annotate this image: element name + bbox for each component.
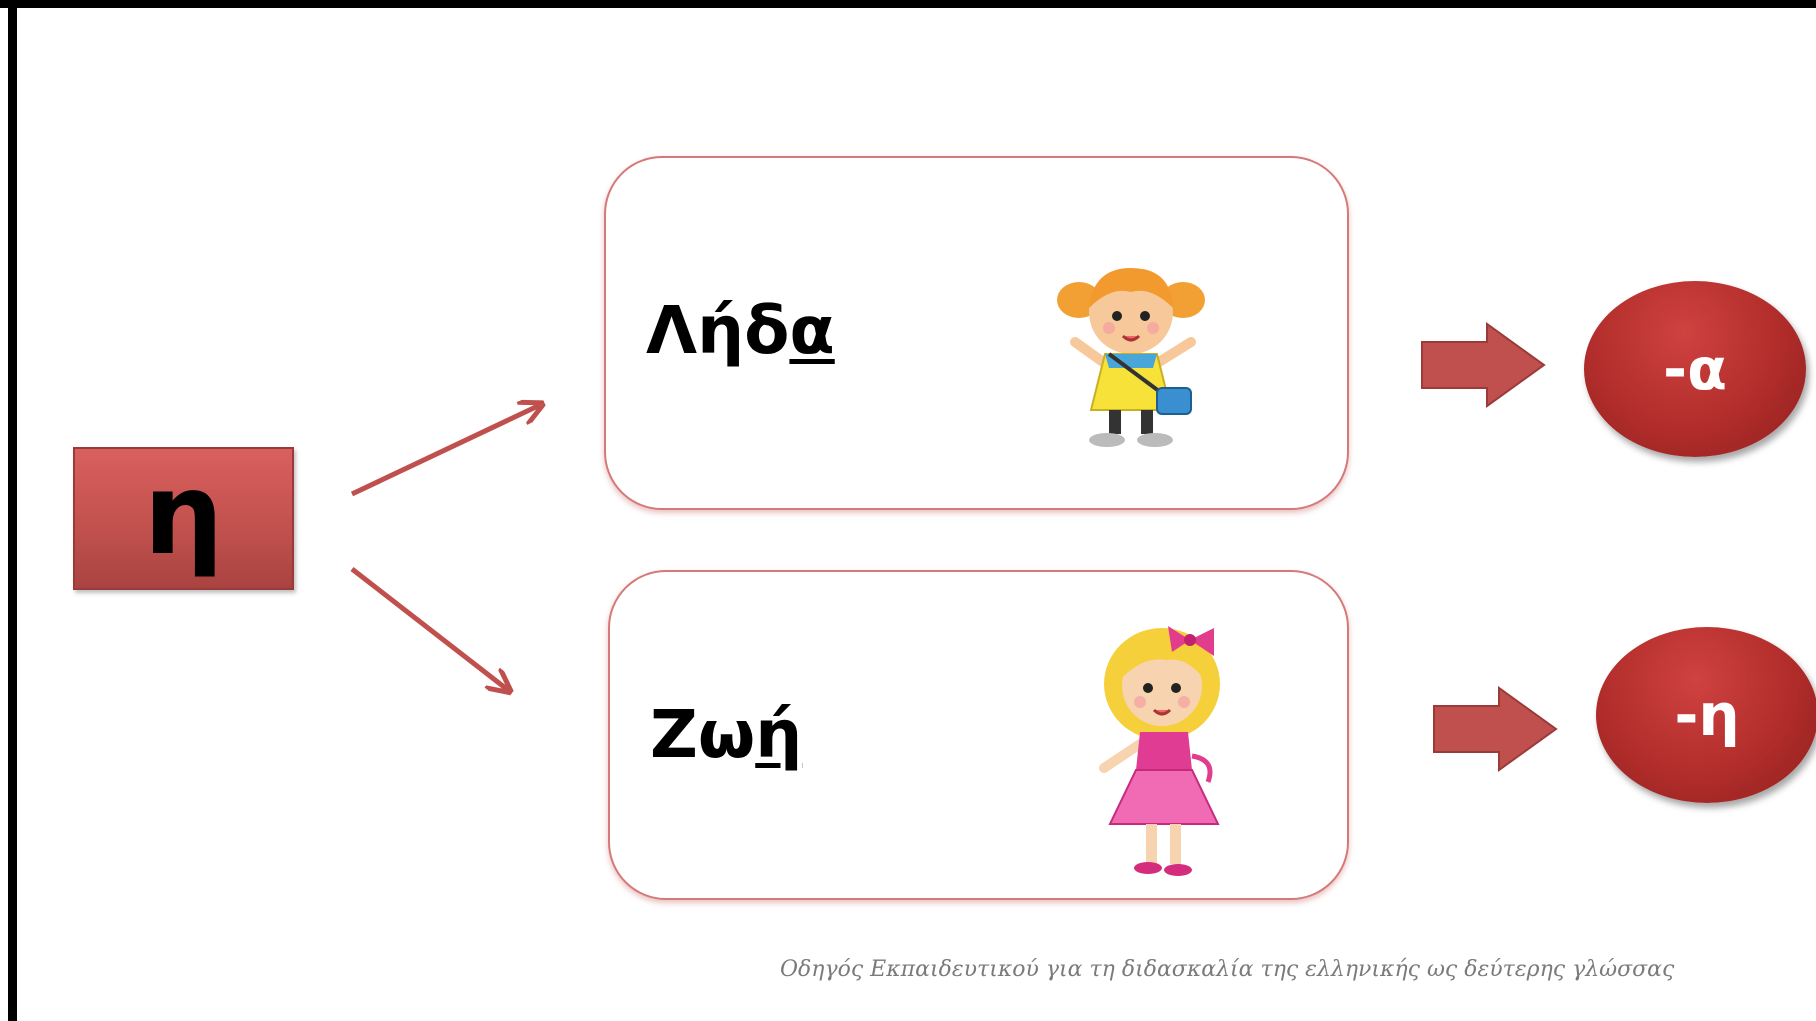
example-card-leda bbox=[604, 156, 1349, 510]
word-ending-underlined: α bbox=[789, 292, 835, 369]
example-word bbox=[646, 292, 835, 369]
word-stem: Ζω bbox=[650, 696, 756, 773]
girl-with-bag-illustration bbox=[1031, 250, 1231, 450]
example-word bbox=[650, 696, 803, 773]
block-arrow-right-icon bbox=[1434, 688, 1556, 770]
word-stem: Λήδ bbox=[646, 292, 790, 369]
branch-arrow-down-icon bbox=[352, 569, 508, 690]
ending-circle-i bbox=[1596, 627, 1816, 803]
source-caption: Οδηγός Εκπαιδευτικού για τη διδασκαλία της ελληνικής ως δεύτερης γλώσσας bbox=[780, 957, 1675, 982]
girl-in-pink-dress-illustration bbox=[1080, 620, 1250, 882]
article-label: η bbox=[143, 449, 224, 580]
ending-label: -η bbox=[1674, 681, 1740, 749]
ending-label: -α bbox=[1663, 335, 1727, 403]
example-card-zoi bbox=[608, 570, 1349, 900]
word-ending-underlined: ή bbox=[755, 696, 803, 773]
branch-arrow-up-icon bbox=[352, 405, 540, 494]
block-arrow-right-icon bbox=[1422, 324, 1544, 406]
ending-circle-a bbox=[1584, 281, 1806, 457]
